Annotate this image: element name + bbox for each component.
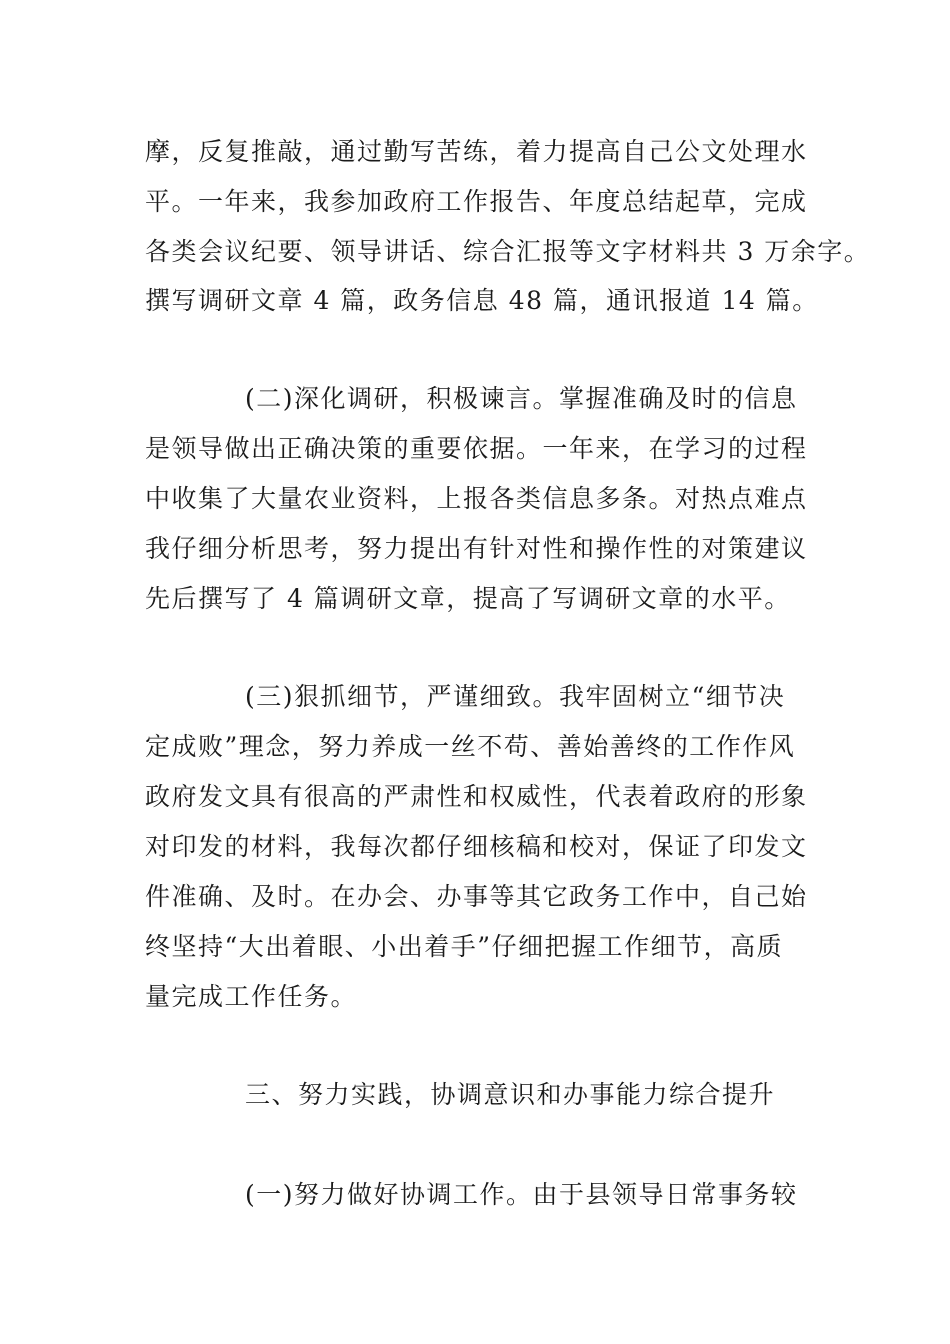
section-heading-line: (一)努力做好协调工作。由于县领导日常事务较 bbox=[245, 1180, 798, 1209]
paragraph-line: 政府发文具有很高的严肃性和权威性，代表着政府的形象 bbox=[145, 782, 808, 811]
paragraph-line: 先后撰写了 4 篇调研文章，提高了写调研文章的水平。 bbox=[145, 584, 791, 613]
paragraph-line: 对印发的材料，我每次都仔细核稿和校对，保证了印发文 bbox=[145, 832, 808, 861]
paragraph-line: 各类会议纪要、领导讲话、综合汇报等文字材料共 3 万余字。 bbox=[145, 237, 871, 266]
paragraph-line: 摩，反复推敲，通过勤写苦练，着力提高自己公文处理水 bbox=[145, 137, 808, 166]
chapter-heading: 三、努力实践，协调意识和办事能力综合提升 bbox=[245, 1080, 776, 1109]
paragraph-line: 中收集了大量农业资料，上报各类信息多条。对热点难点 bbox=[145, 484, 808, 513]
paragraph-line: 撰写调研文章 4 篇，政务信息 48 篇，通讯报道 14 篇。 bbox=[145, 286, 819, 315]
paragraph-line: 终坚持“大出着眼、小出着手”仔细把握工作细节，高质 bbox=[145, 932, 784, 961]
paragraph-line: 定成败”理念，努力养成一丝不苟、善始善终的工作作风 bbox=[145, 732, 796, 761]
section-heading-line: (三)狠抓细节，严谨细致。我牢固树立“细节决 bbox=[245, 682, 786, 711]
paragraph-line: 件准确、及时。在办会、办事等其它政务工作中，自己始 bbox=[145, 882, 808, 911]
paragraph-line: 量完成工作任务。 bbox=[145, 982, 358, 1011]
section-heading-line: (二)深化调研，积极谏言。掌握准确及时的信息 bbox=[245, 384, 798, 413]
paragraph-line: 是领导做出正确决策的重要依据。一年来，在学习的过程 bbox=[145, 434, 808, 463]
paragraph-line: 我仔细分析思考，努力提出有针对性和操作性的对策建议 bbox=[145, 534, 808, 563]
paragraph-line: 平。一年来，我参加政府工作报告、年度总结起草，完成 bbox=[145, 187, 808, 216]
